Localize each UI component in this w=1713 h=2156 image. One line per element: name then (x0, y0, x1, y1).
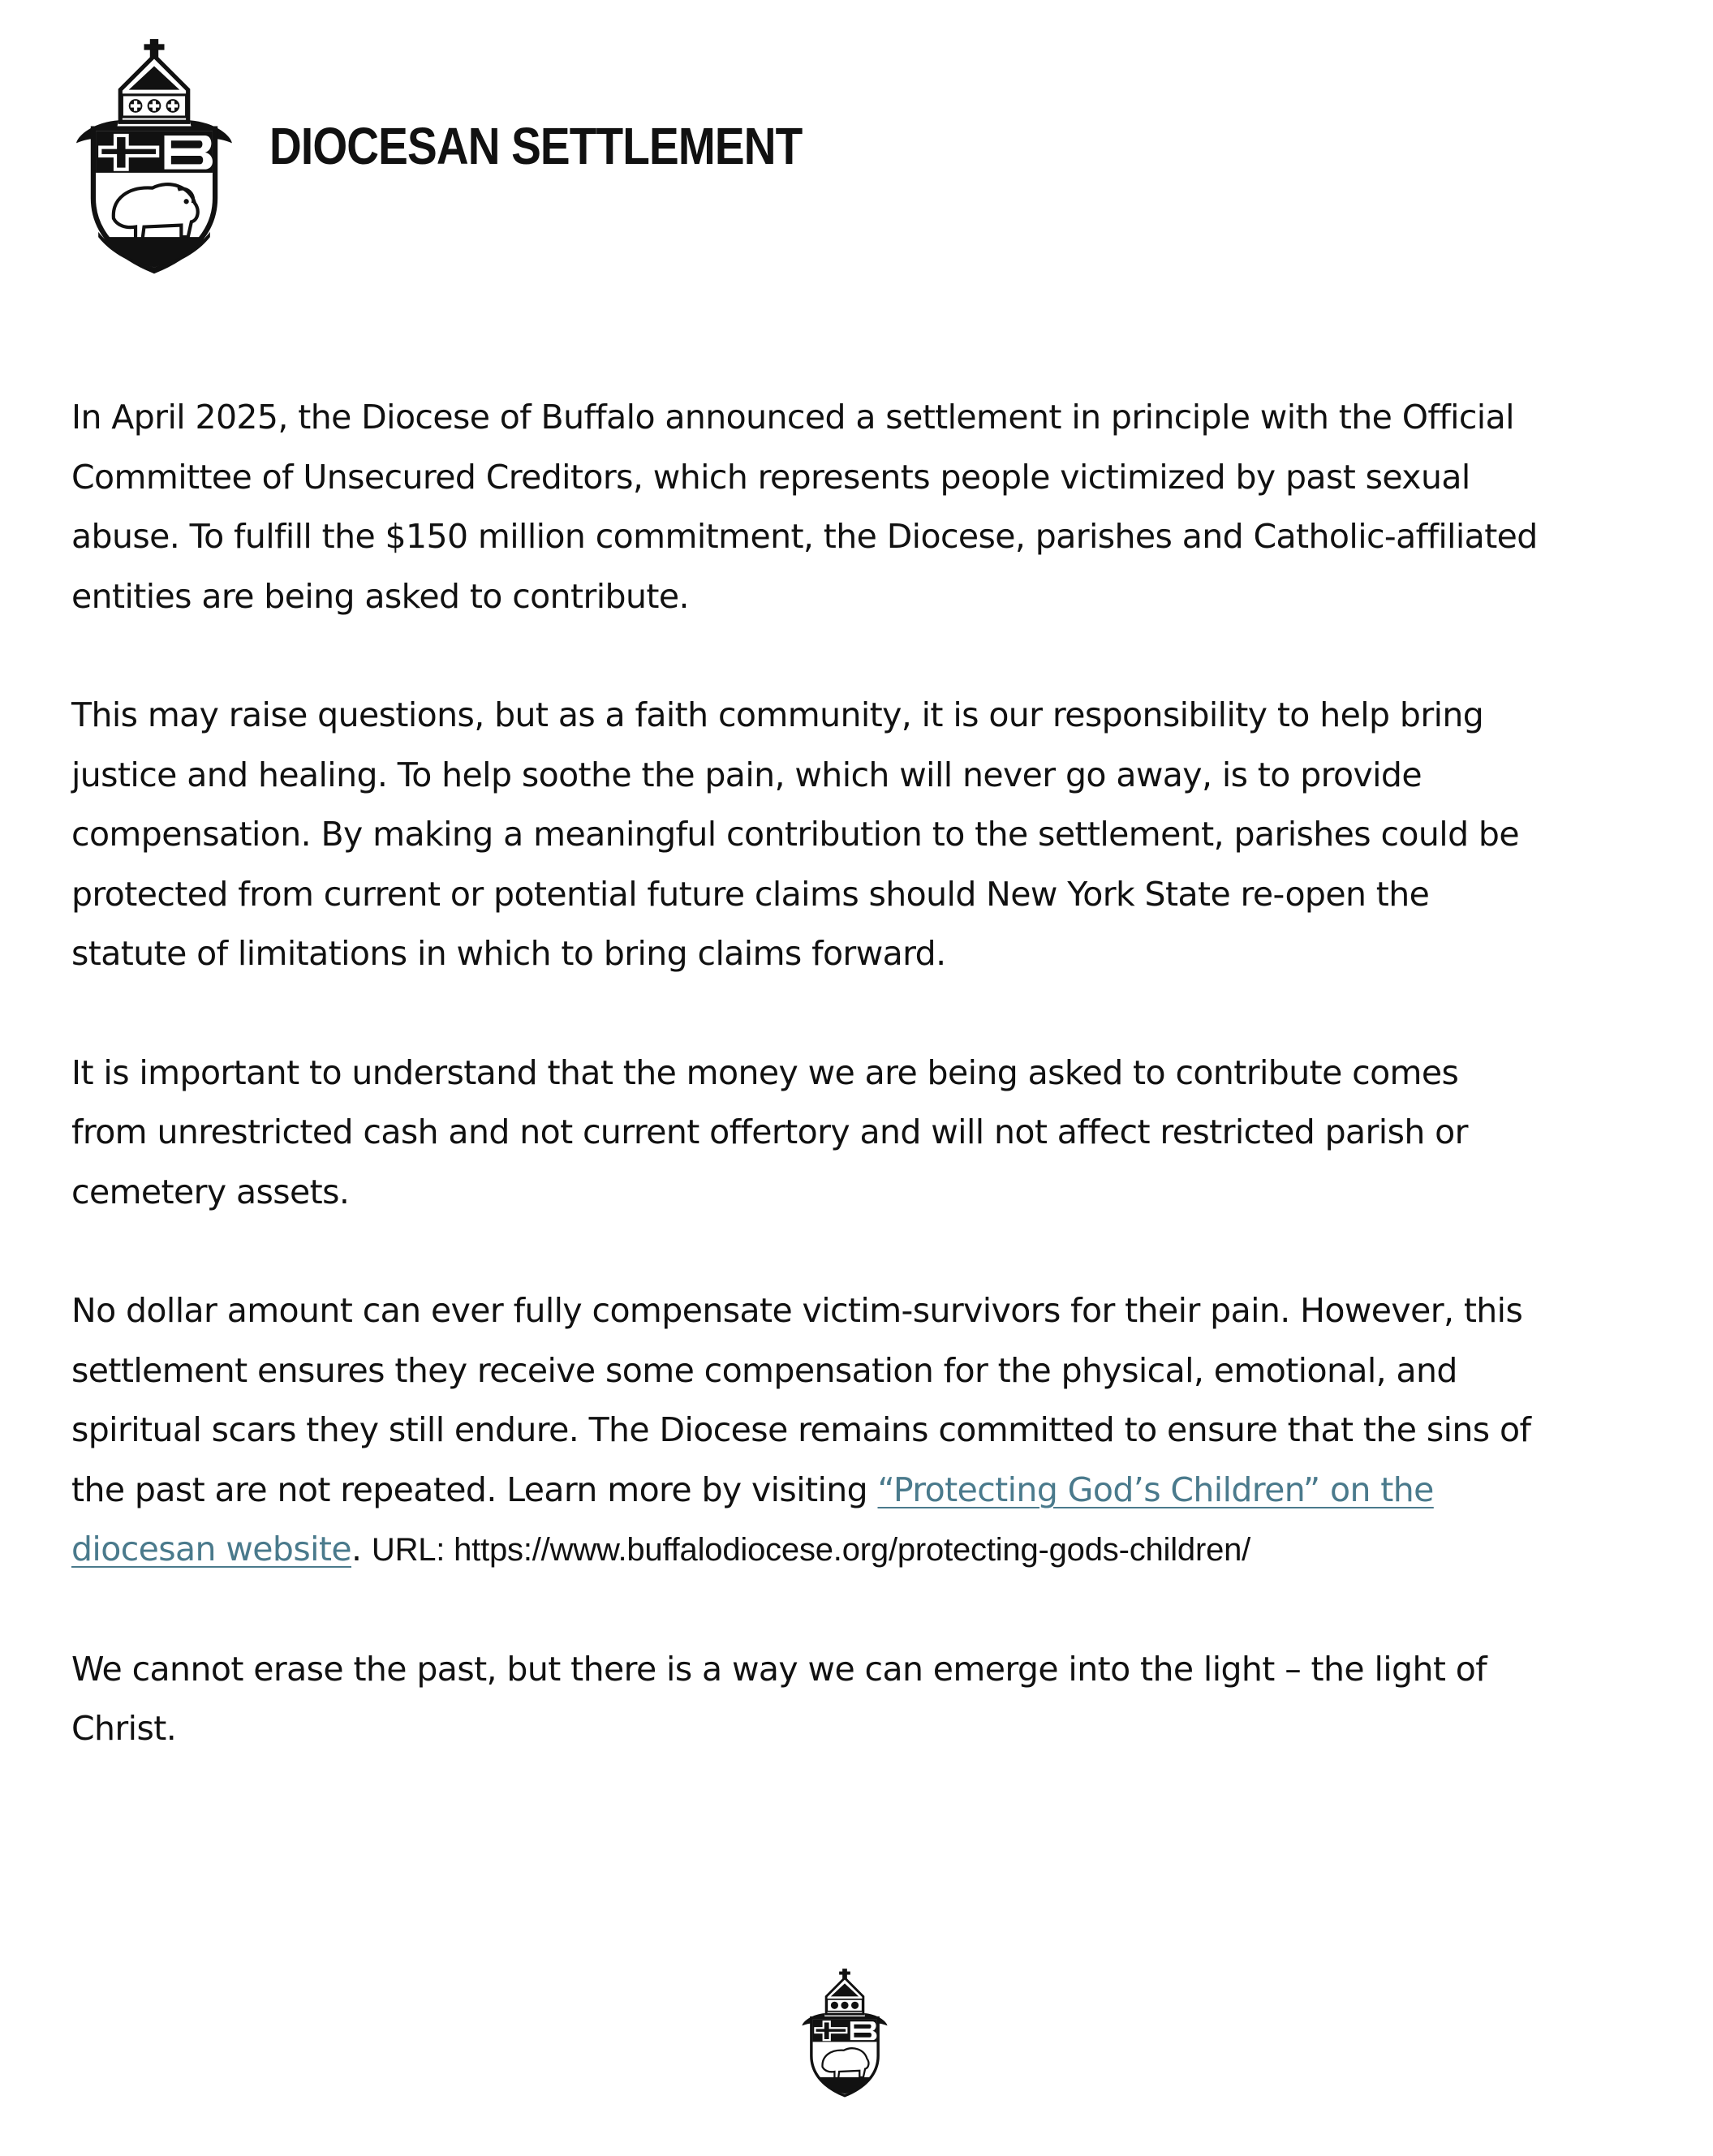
text-line: protected from current or potential future claims should New York State re-open the (71, 874, 1430, 914)
line-prefix: the past are not repeated. Learn more by visiting (71, 1470, 878, 1509)
text-line: compensation. By making a meaningful contribution to the settlement, parishes could be (71, 815, 1519, 854)
link-trailing-punctuation: . (351, 1530, 372, 1569)
url-label: URL: (371, 1532, 454, 1568)
text-line: Christ. (71, 1709, 177, 1748)
diocesan-website-link[interactable]: diocesan website (71, 1530, 352, 1569)
text-line: statute of limitations in which to bring claims forward. (71, 934, 946, 973)
paragraph-unrestricted-cash (71, 1044, 1662, 1223)
url-text: https://www.buffalodiocese.org/protecting-gods-children/ (454, 1532, 1251, 1568)
text-line: Committee of Unsecured Creditors, which represents people victimized by past sexual (71, 457, 1470, 497)
text-line: justice and healing. To help soothe the pain, which will never go away, is to provide (71, 755, 1422, 794)
text-line-with-url (71, 1520, 1662, 1581)
text-line: We cannot erase the past, but there is a way we can emerge into the light – the light of (71, 1649, 1487, 1689)
text-line: from unrestricted cash and not current offertory and will not affect restricted parish or (71, 1112, 1468, 1151)
text-line: No dollar amount can ever fully compensate victim-survivors for their pain. However, this (71, 1291, 1523, 1330)
paragraph-settlement-announcement (71, 388, 1662, 626)
paragraph-compensation (71, 1281, 1662, 1581)
paragraph-faith-community (71, 686, 1662, 984)
text-line-with-link (71, 1461, 1662, 1521)
text-line: abuse. To fulfill the $150 million commitment, the Diocese, parishes and Catholic-affiliated (71, 517, 1538, 556)
text-line: cemetery assets. (71, 1172, 350, 1211)
diocese-crest-icon (68, 37, 240, 274)
paragraph-closing (71, 1640, 1662, 1759)
text-line: settlement ensures they receive some compensation for the physical, emotional, and (71, 1350, 1457, 1390)
page-title: DIOCESAN SETTLEMENT (269, 117, 803, 175)
text-line: It is important to understand that the money we are being asked to contribute comes (71, 1052, 1459, 1092)
protecting-gods-children-link[interactable]: “Protecting God’s Children” on the (877, 1470, 1434, 1509)
text-line: spiritual scars they still endure. The Diocese remains committed to ensure that the sins of (71, 1410, 1531, 1449)
footer-diocese-crest-icon (798, 1968, 892, 2098)
document-body (71, 388, 1662, 1818)
text-line: In April 2025, the Diocese of Buffalo announced a settlement in principle with the Official (71, 398, 1514, 437)
text-line: entities are being asked to contribute. (71, 576, 689, 616)
text-line: This may raise questions, but as a faith community, it is our responsibility to help bring (71, 695, 1484, 734)
